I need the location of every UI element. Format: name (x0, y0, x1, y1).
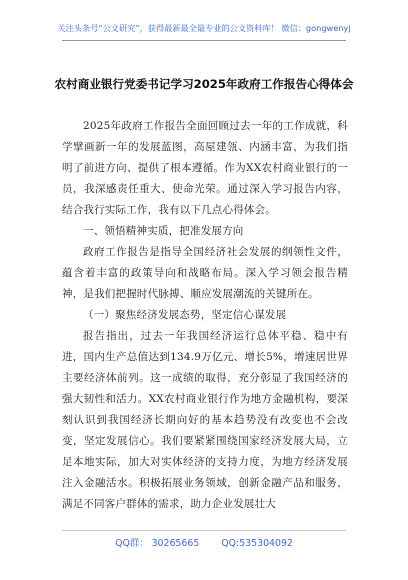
document-title: 农村商业银行党委书记学习2025年政府工作报告心得体会 (54, 77, 354, 91)
footer-contact (0, 535, 408, 549)
document-body (62, 116, 348, 515)
footer-qq-number: QQ:535304092 (221, 538, 293, 549)
paragraph-intro: 2025年政府工作报告全面回顾过去一年的工作成就，科学擘画新一年的发展蓝图，高屋建瓴、内涵丰富，为我们指明了前进方向、提供了根本遵循。作为XX农村商业银行的一员，我深感责任重大、使命光荣。通过深入学习报告内容，结合我行实际工作，我有以下几点心得体会。 (62, 120, 348, 216)
subsection-heading-1: （一）聚焦经济发展态势，坚定信心谋发展 (83, 309, 287, 321)
paragraph-section-1: 政府工作报告是指导全国经济社会发展的纲领性文件，蕴含着丰富的政策导向和战略布局。深入学习领会报告精神，是我们把握时代脉搏、顺应发展潮流的关键所在。 (62, 246, 348, 300)
footer-divider (62, 530, 346, 531)
header-divider (62, 40, 346, 41)
footer-qq-group: QQ群： 30265665 (115, 538, 200, 549)
section-heading-1: 一、领悟精神实质，把准发展方向 (83, 225, 244, 237)
paragraph-subsection-1: 报告指出，过去一年我国经济运行总体平稳、稳中有进，国内生产总值达到134.9万亿元、增长5%，增速居世界主要经济体前列。这一成绩的取得，充分彰显了我国经济的强大韧性和活力。XX农村商业银行作为地方金融机构，要深刻认识到我国经济长期向好的基本趋势没有改变也不会改变，坚定发展信心。我们要紧紧围绕国家经济发展大局，立足本地实际，加大对实体经济的支持力度，为地方经济发展注入金融活水。积极拓展业务领域，创新金融产品和服务，满足不同客户群体的需求，助力企业发展壮大 (62, 330, 348, 510)
header-promo-note: 关注头条号“公文研究”，获得最新最全最专业的公文资料库！ 微信：gongwenyj (57, 23, 351, 33)
